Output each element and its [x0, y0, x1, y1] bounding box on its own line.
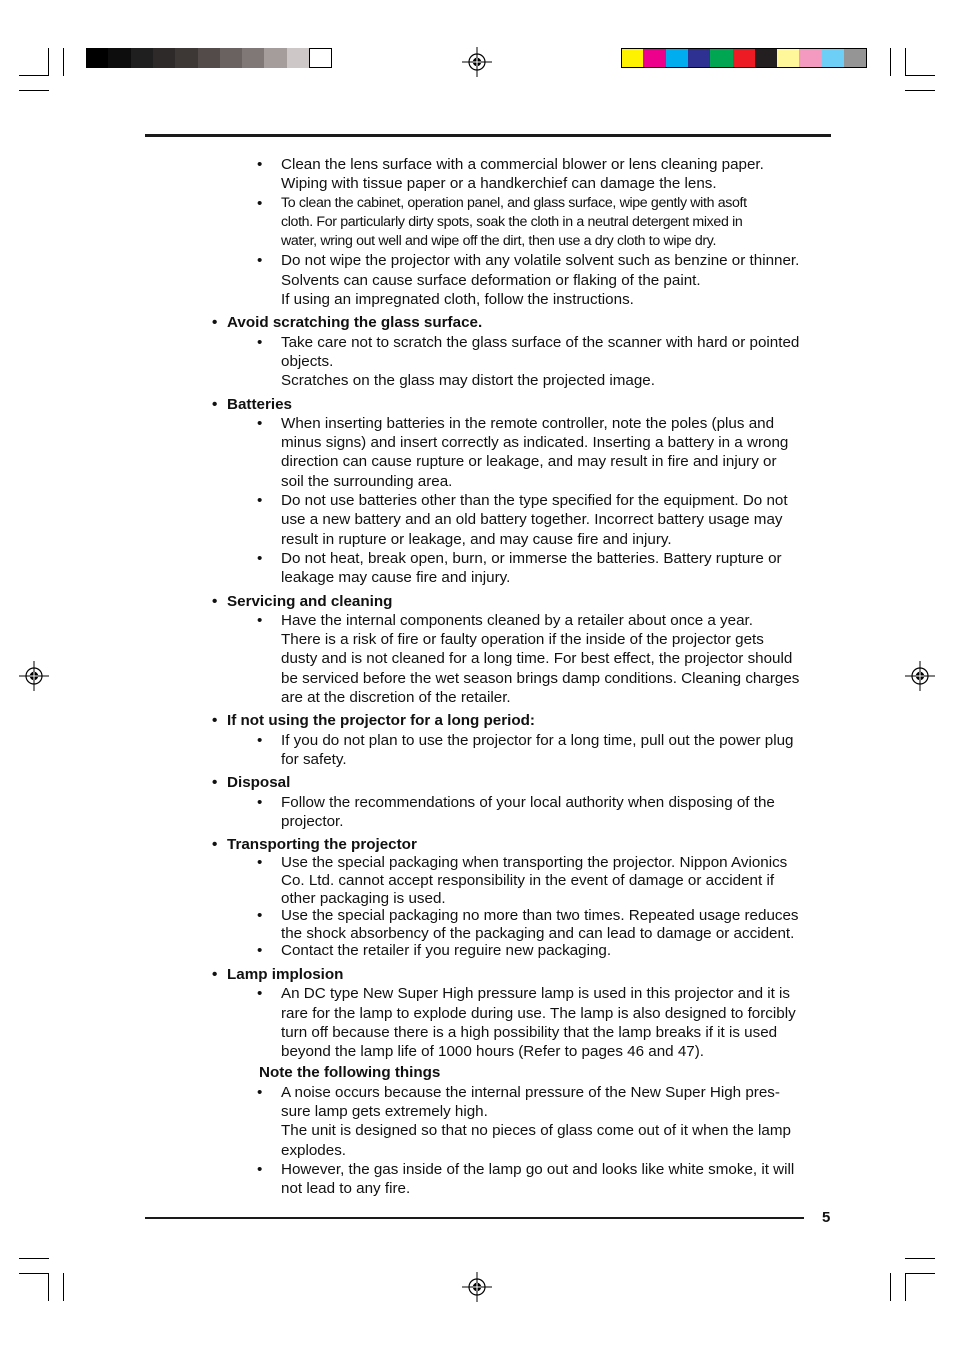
section-title: Avoid scratching the glass surface. [227, 314, 483, 332]
color-swatch [777, 48, 800, 68]
crop-mark [48, 48, 49, 76]
registration-mark-icon [462, 47, 492, 77]
crop-mark [19, 1258, 49, 1259]
list-item-text: A noise occurs because the internal pressure of the New Super High pres- [281, 1083, 780, 1101]
note-heading: Note the following things [259, 1064, 441, 1082]
footer-rule [145, 1217, 804, 1219]
bullet-icon: • [212, 712, 218, 730]
header-rule [145, 134, 831, 137]
registration-mark-icon [462, 1272, 492, 1302]
list-item-text: Clean the lens surface with a commercial blower or lens cleaning paper. [281, 156, 764, 173]
list-item [257, 984, 833, 1061]
section-title: Batteries [227, 395, 292, 413]
color-swatch [688, 48, 711, 68]
list-item-text: not lead to any fire. [281, 1180, 411, 1198]
bullet-icon: • [212, 314, 218, 332]
gray-swatch [242, 48, 265, 68]
crop-mark [19, 1273, 49, 1274]
gray-swatch [108, 48, 131, 68]
crop-mark [905, 1258, 935, 1259]
crop-mark [890, 1273, 891, 1301]
section-title: Disposal [227, 774, 291, 792]
color-swatch [755, 48, 778, 68]
bullet-icon: • [257, 907, 263, 925]
gray-swatch [220, 48, 243, 68]
list-item-text: Scratches on the glass may distort the projected image. [281, 372, 655, 390]
list-item-text: be serviced before the wet season brings damp conditions. Cleaning charges [281, 669, 800, 687]
list-item [257, 1083, 833, 1160]
list-item [257, 549, 833, 588]
list-item-text: soil the surrounding area. [281, 472, 453, 490]
list-item-text: Co. Ltd. cannot accept responsibility in the event of damage or accident if [281, 871, 775, 889]
list-item-text: To clean the cabinet, operation panel, and glass surface, wipe gently with asoft [281, 194, 747, 211]
section-heading [212, 711, 954, 730]
list-item-text: When inserting batteries in the remote controller, note the poles (plus and [281, 414, 775, 432]
list-item-text: However, the gas inside of the lamp go out and looks like white smoke, it will [281, 1160, 795, 1178]
list-item-text: minus signs) and insert correctly as indicated. Inserting a battery in a wrong [281, 434, 789, 452]
section-title: Transporting the projector [227, 836, 417, 854]
color-swatch [710, 48, 733, 68]
list-item [257, 251, 833, 309]
list-item [257, 854, 833, 907]
bullet-icon: • [257, 611, 263, 629]
section-heading [212, 395, 954, 414]
list-item-text: cloth. For particularly dirty spots, soak the cloth in a neutral detergent mixed in [281, 213, 743, 230]
list-item-text: Follow the recommendations of your local authority when disposing of the [281, 793, 775, 811]
list-item-text: are at the discretion of the retailer. [281, 689, 511, 707]
bullet-icon: • [257, 492, 263, 510]
list-item-text: explodes. [281, 1141, 347, 1159]
gray-swatch [153, 48, 176, 68]
bullet-icon: • [257, 414, 263, 432]
list-item-text: dusty and is not cleaned for a long time. For best effect, the projector should [281, 650, 793, 668]
color-swatch [822, 48, 845, 68]
list-item-text: for safety. [281, 750, 347, 768]
bullet-icon: • [257, 942, 263, 960]
list-item-text: Have the internal components cleaned by a retailer about once a year. [281, 611, 753, 629]
crop-mark [905, 1273, 935, 1274]
list-item-text: Use the special packaging no more than two times. Repeated usage reduces [281, 907, 799, 925]
list-item-text: water, wring out well and wipe off the dirt, then use a dry cloth to wipe dry. [281, 233, 717, 250]
list-item-text: the shock absorbency of the packaging and can lead to damage or accident. [281, 924, 795, 942]
list-item-text: Wiping with tissue paper or a handkerchief can damage the lens. [281, 175, 717, 193]
crop-mark [48, 1273, 49, 1301]
bullet-icon: • [257, 194, 263, 212]
bullet-icon: • [257, 1083, 263, 1101]
gray-swatch [287, 48, 310, 68]
bullet-icon: • [257, 985, 263, 1003]
section-heading [212, 835, 954, 854]
crop-mark [19, 75, 49, 76]
list-item [257, 611, 833, 707]
section-heading [212, 773, 954, 792]
section-title: Servicing and cleaning [227, 592, 393, 610]
bullet-icon: • [212, 836, 218, 854]
list-item-text: The unit is designed so that no pieces of glass come out of it when the lamp [281, 1122, 791, 1140]
list-item-text: Contact the retailer if you reguire new packaging. [281, 942, 612, 960]
list-item [257, 907, 833, 942]
crop-mark [905, 90, 935, 91]
list-item [257, 793, 833, 832]
bullet-icon: • [257, 252, 263, 270]
list-item-text: beyond the lamp life of 1000 hours (Refer to pages 46 and 47). [281, 1043, 704, 1061]
bullet-icon: • [257, 156, 263, 173]
list-item-text: If using an impregnated cloth, follow the instructions. [281, 291, 634, 309]
section-heading [212, 313, 954, 332]
gray-swatch [264, 48, 287, 68]
list-item [257, 1160, 833, 1199]
gray-swatch [309, 48, 332, 68]
list-item [257, 942, 833, 960]
list-item-text: projector. [281, 812, 344, 830]
list-item-text: Do not use batteries other than the type specified for the equipment. Do not [281, 492, 788, 510]
crop-mark [905, 1273, 906, 1301]
gray-swatch [175, 48, 198, 68]
list-item-text: Use the special packaging when transporting the projector. Nippon Avionics [281, 854, 788, 872]
gray-swatch [131, 48, 154, 68]
list-item-text: Take care not to scratch the glass surface of the scanner with hard or pointed [281, 333, 800, 351]
bullet-icon: • [257, 549, 263, 567]
list-item [257, 194, 833, 252]
list-item-text: Do not wipe the projector with any volatile solvent such as benzine or thinner. [281, 252, 800, 270]
crop-mark [905, 48, 906, 76]
bullet-icon: • [257, 1160, 263, 1178]
section-title: If not using the projector for a long period: [227, 712, 535, 730]
color-swatch [666, 48, 689, 68]
page-content [0, 155, 954, 1199]
list-item-text: direction can cause rupture or leakage, and may result in fire and injury or [281, 453, 777, 471]
color-swatch [844, 48, 867, 68]
bullet-icon: • [257, 731, 263, 749]
list-item-text: An DC type New Super High pressure lamp is used in this projector and it is [281, 985, 791, 1003]
list-item [257, 333, 833, 391]
crop-mark [63, 48, 64, 76]
gray-swatch [198, 48, 221, 68]
list-item-text: objects. [281, 352, 334, 370]
intro-list [0, 155, 954, 309]
color-swatch [799, 48, 822, 68]
color-swatch [621, 48, 644, 68]
bullet-icon: • [257, 333, 263, 351]
bullet-icon: • [212, 395, 218, 413]
list-item-text: sure lamp gets extremely high. [281, 1103, 488, 1121]
list-item-text: Solvents can cause surface deformation or flaking of the paint. [281, 271, 701, 289]
section-heading [212, 965, 954, 984]
list-item-text: rare for the lamp to explode during use. The lamp is also designed to forcibly [281, 1004, 796, 1022]
list-item-text: If you do not plan to use the projector for a long time, pull out the power plug [281, 731, 794, 749]
page-number: 5 [822, 1209, 831, 1226]
list-item-text: other packaging is used. [281, 889, 446, 907]
section-title: Lamp implosion [227, 965, 344, 983]
list-item-text: leakage may cause fire and injury. [281, 569, 511, 587]
list-item [257, 155, 833, 194]
list-item [257, 414, 833, 491]
section-heading [212, 592, 954, 611]
crop-mark [19, 90, 49, 91]
crop-mark [890, 48, 891, 76]
list-item [257, 491, 833, 549]
color-swatch [643, 48, 666, 68]
crop-mark [905, 75, 935, 76]
bullet-icon: • [212, 774, 218, 792]
list-item-text: use a new battery and an old battery together. Incorrect battery usage may [281, 511, 783, 529]
color-swatch [733, 48, 756, 68]
list-item-text: There is a risk of fire or faulty operation if the inside of the projector gets [281, 631, 764, 649]
bullet-icon: • [212, 592, 218, 610]
list-item-text: result in rupture or leakage, and may cause fire and injury. [281, 530, 672, 548]
list-item [257, 731, 833, 770]
crop-mark [63, 1273, 64, 1301]
bullet-icon: • [212, 965, 218, 983]
bullet-icon: • [257, 793, 263, 811]
list-item-text: Do not heat, break open, burn, or immerse the batteries. Battery rupture or [281, 549, 782, 567]
gray-swatch [86, 48, 109, 68]
bullet-icon: • [257, 854, 263, 872]
list-item-text: turn off because there is a high possibility that the lamp breaks if it is used [281, 1023, 778, 1041]
